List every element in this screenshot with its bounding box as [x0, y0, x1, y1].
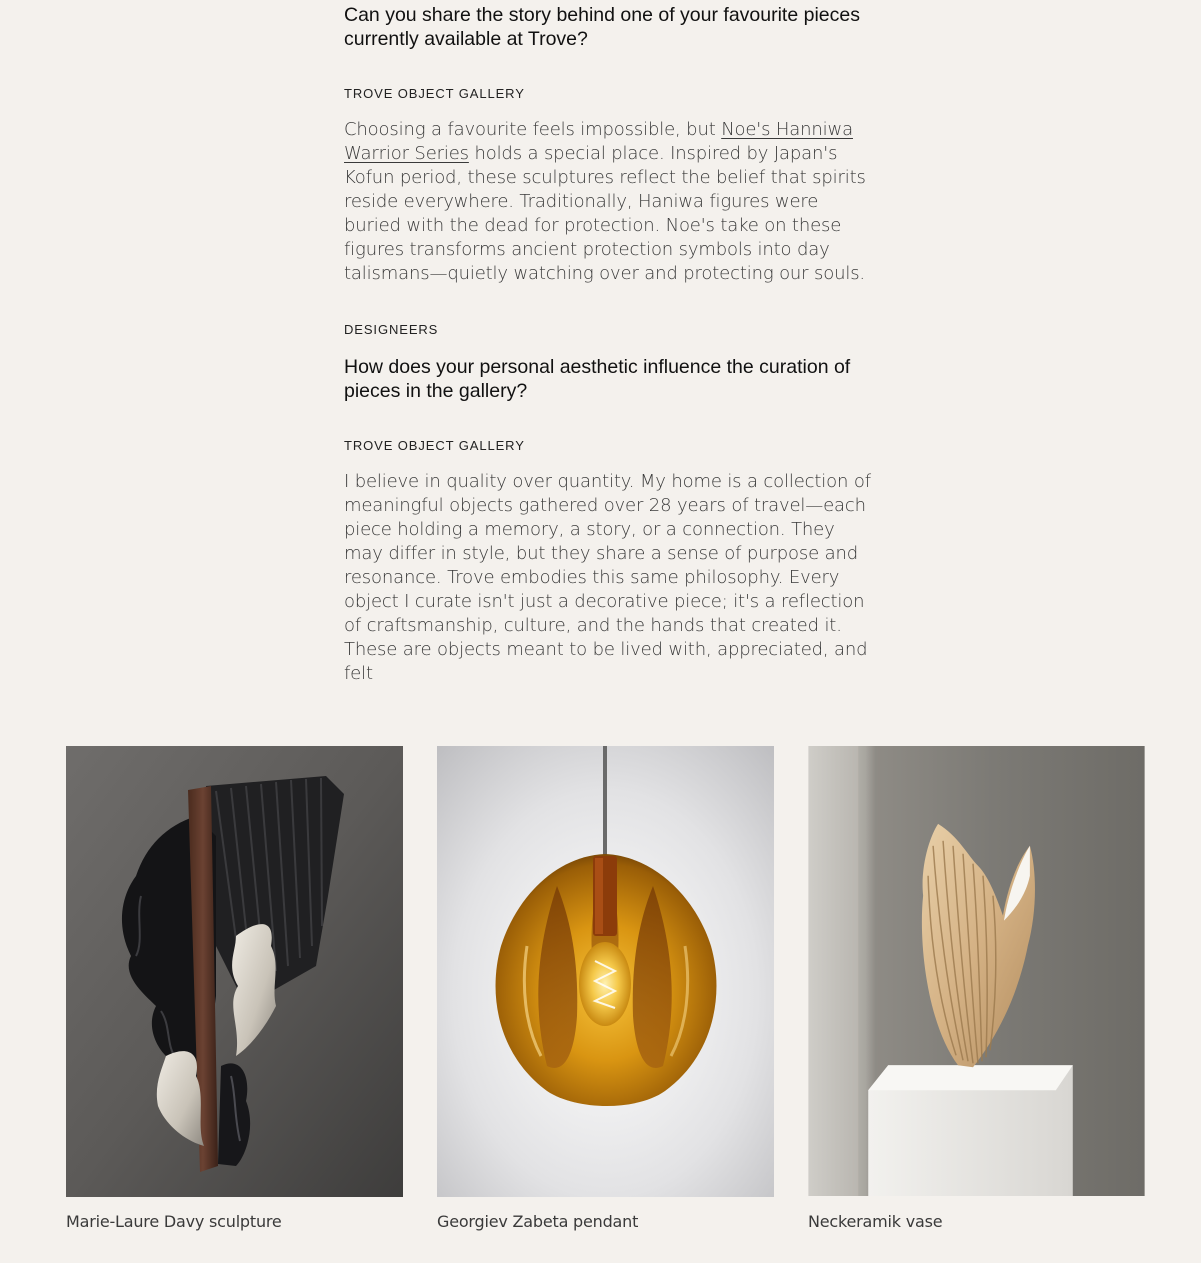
gallery-card-vase[interactable] — [808, 746, 1145, 1231]
speaker-label-1: TROVE OBJECT GALLERY — [344, 86, 525, 101]
pendant-lamp-photo[interactable] — [437, 746, 774, 1197]
gallery-caption-sculpture[interactable]: Marie-Laure Davy sculpture — [66, 1212, 282, 1231]
interview-answer-2: I believe in quality over quantity. My home is a collection of meaningful objects gathered over 28 years of travel—each piece holding a memory, a story, or a connection. They may differ in style, but they share a sense of purpose and resonance. Trove embodies this same philosophy. Every object I curate isn't just a decorative piece; it's a reflection of craftsmanship, culture, and the hands that created it. These are objects meant to be lived with, appreciated, and felt — [344, 471, 871, 684]
sculpture-photo[interactable] — [66, 746, 403, 1197]
gallery-card-pendant[interactable] — [437, 746, 774, 1231]
speaker-label-3: TROVE OBJECT GALLERY — [344, 438, 525, 453]
vase-photo[interactable] — [808, 746, 1145, 1196]
interview-question-2: How does your personal aesthetic influence the curation of pieces in the gallery? — [344, 356, 851, 402]
answer-1-text-start: Choosing a favourite feels impossible, but — [344, 119, 722, 140]
speaker-label-2: DESIGNEERS — [344, 322, 439, 337]
noe-hanniwa-link[interactable]: Noe's Hanniwa Warrior Series — [344, 119, 853, 164]
interview-answer-1 — [344, 118, 866, 286]
gallery-caption-vase[interactable]: Neckeramik vase — [808, 1212, 943, 1231]
gallery-caption-pendant[interactable]: Georgiev Zabeta pendant — [437, 1212, 639, 1231]
interview-question-1: Can you share the story behind one of your favourite pieces currently available at Trove? — [344, 4, 860, 50]
gallery-card-sculpture[interactable] — [66, 746, 403, 1231]
product-gallery — [66, 746, 1145, 1246]
answer-1-text-end: holds a special place. Inspired by Japan's Kofun period, these sculptures reflect the belief that spirits reside everywhere. Traditionally, Haniwa figures were buried with the dead for protection. Noe's take on these figures transforms ancient protection symbols into day talismans—quietly watching over and protecting our souls. — [344, 143, 866, 284]
